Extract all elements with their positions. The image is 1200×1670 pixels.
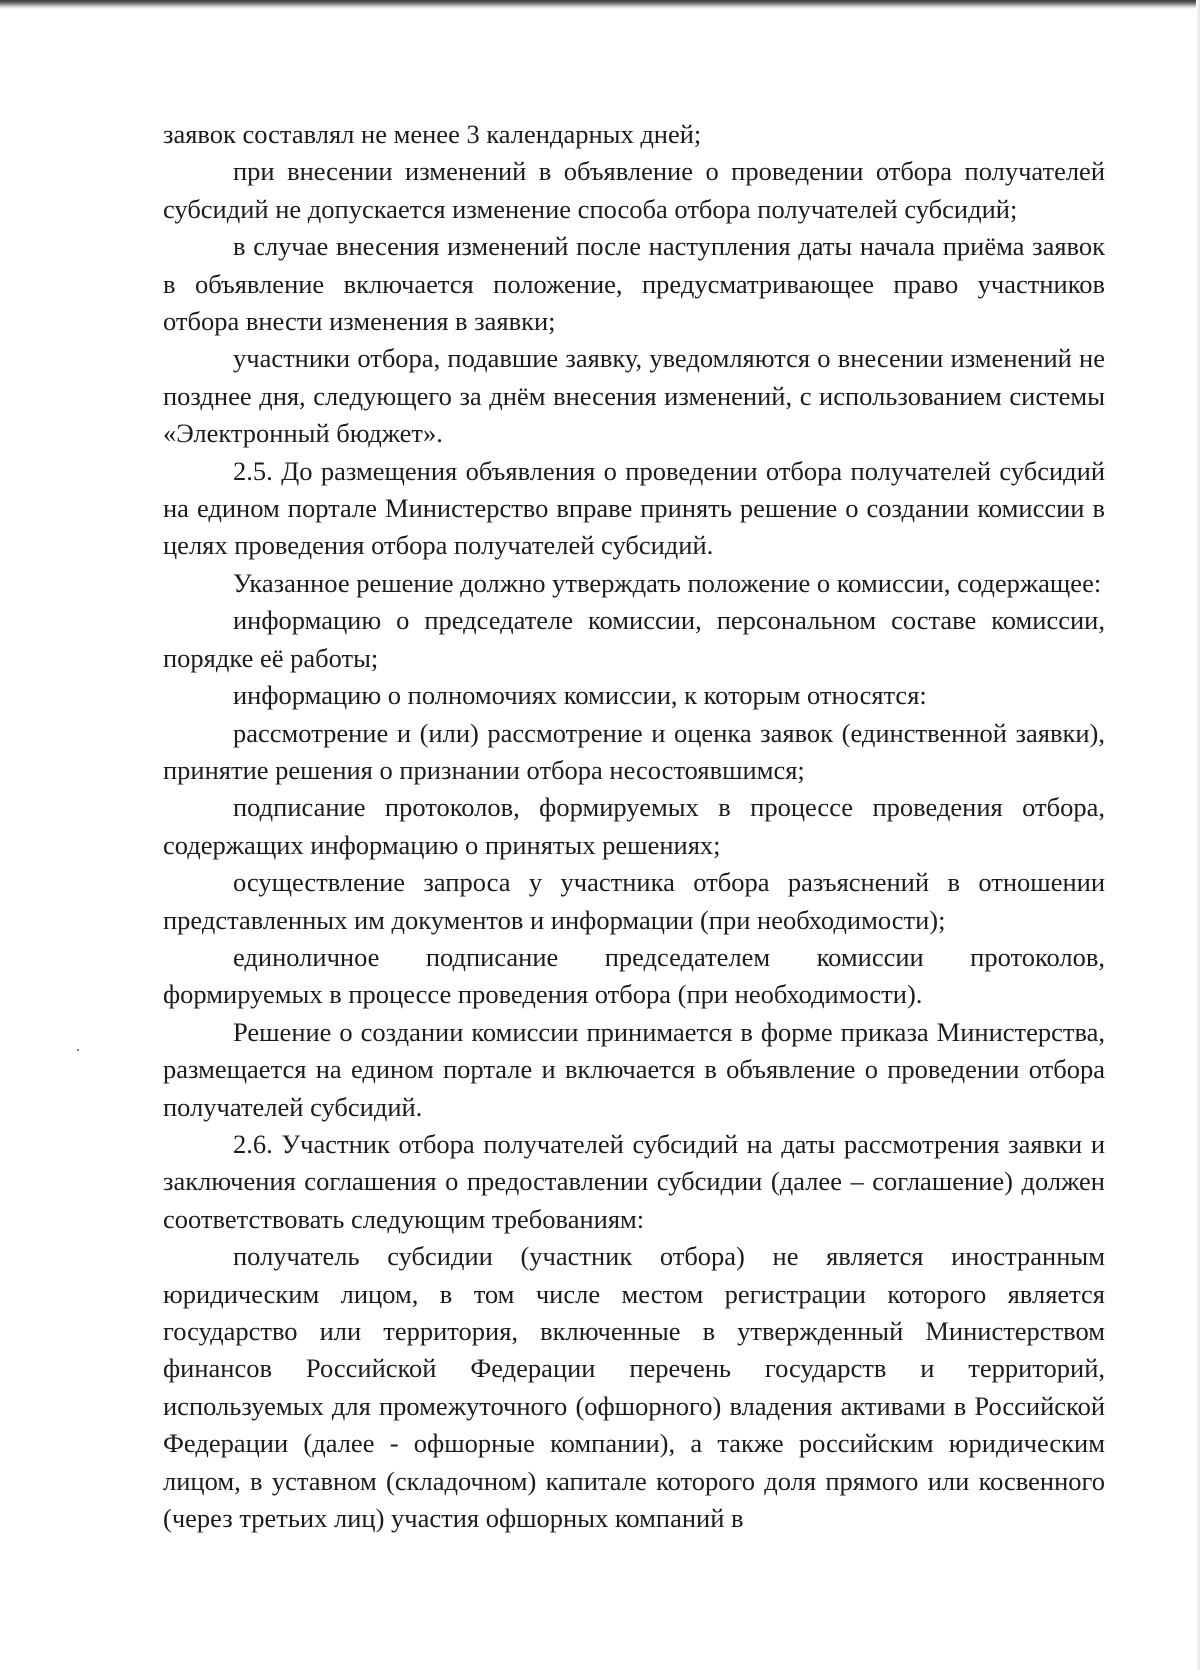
paragraph: осуществление запроса у участника отбора разъяснений в отношении представленных им документов и информации (при необходимости); xyxy=(163,867,1105,935)
paragraph: информацию о полномочиях комиссии, к которым относятся: xyxy=(233,680,927,711)
paragraph: рассмотрение и (или) рассмотрение и оценка заявок (единственной заявки), принятие решения о признании отбора несостоявшимся; xyxy=(163,717,1105,785)
paragraph: Указанное решение должно утверждать положение о комиссии, содержащее: xyxy=(233,567,1102,598)
paragraph: подписание протоколов, формируемых в процессе проведения отбора, содержащих информацию о принятых решениях; xyxy=(163,792,1105,860)
paragraph: единоличное подписание председателем комиссии протоколов, формируемых в процессе проведения отбора (при необходимости). xyxy=(163,941,1105,1010)
paragraph-clause-2-5: 2.5. До размещения объявления о проведении отбора получателей субсидий на едином портале Министерство вправе принять решение о создании комиссии в целях проведения отбора получателей субсидий. xyxy=(163,455,1105,561)
scan-speck xyxy=(77,1049,79,1051)
paragraph: в случае внесения изменений после наступления даты начала приёма заявок в объявление включается положение, предусматривающее право участников отбора внести изменения в заявки; xyxy=(163,231,1105,337)
document-page xyxy=(163,116,1105,1537)
paragraph-clause-2-6: 2.6. Участник отбора получателей субсидий на даты рассмотрения заявки и заключения соглашения о предоставлении субсидии (далее – соглашение) должен соответствовать следующим требованиям: xyxy=(163,1128,1105,1234)
paragraph: Решение о создании комиссии принимается в форме приказа Министерства, размещается на едином портале и включается в объявление о проведении отбора получателей субсидий. xyxy=(163,1016,1105,1122)
paragraph: информацию о председателе комиссии, персональном составе комиссии, порядке её работы; xyxy=(163,605,1105,673)
paragraph: при внесении изменений в объявление о проведении отбора получателей субсидий не допускается изменение способа отбора получателей субсидий; xyxy=(163,156,1105,224)
paragraph: получатель субсидии (участник отбора) не является иностранным юридическим лицом, в том числе местом регистрации которого является государство или территория, включенные в утвержденный Министерством финансов Российской Федерации перечень государств и территорий, используемых для промежуточного (офшорного) владения активами в Российской Федерации (далее - офшорные компании), а также российским юридическим лицом, в уставном (складочном) капитале которого доля прямого или косвенного (через третьих лиц) участия офшорных компаний в xyxy=(163,1241,1105,1534)
scan-edge-shadow xyxy=(0,0,1200,9)
paragraph: участники отбора, подавшие заявку, уведомляются о внесении изменений не позднее дня, следующего за днём внесения изменений, с использованием системы «Электронный бюджет». xyxy=(163,343,1105,449)
paragraph-continuation: заявок составлял не менее 3 календарных дней; xyxy=(163,119,702,149)
scan-right-edge xyxy=(1196,0,1200,1670)
